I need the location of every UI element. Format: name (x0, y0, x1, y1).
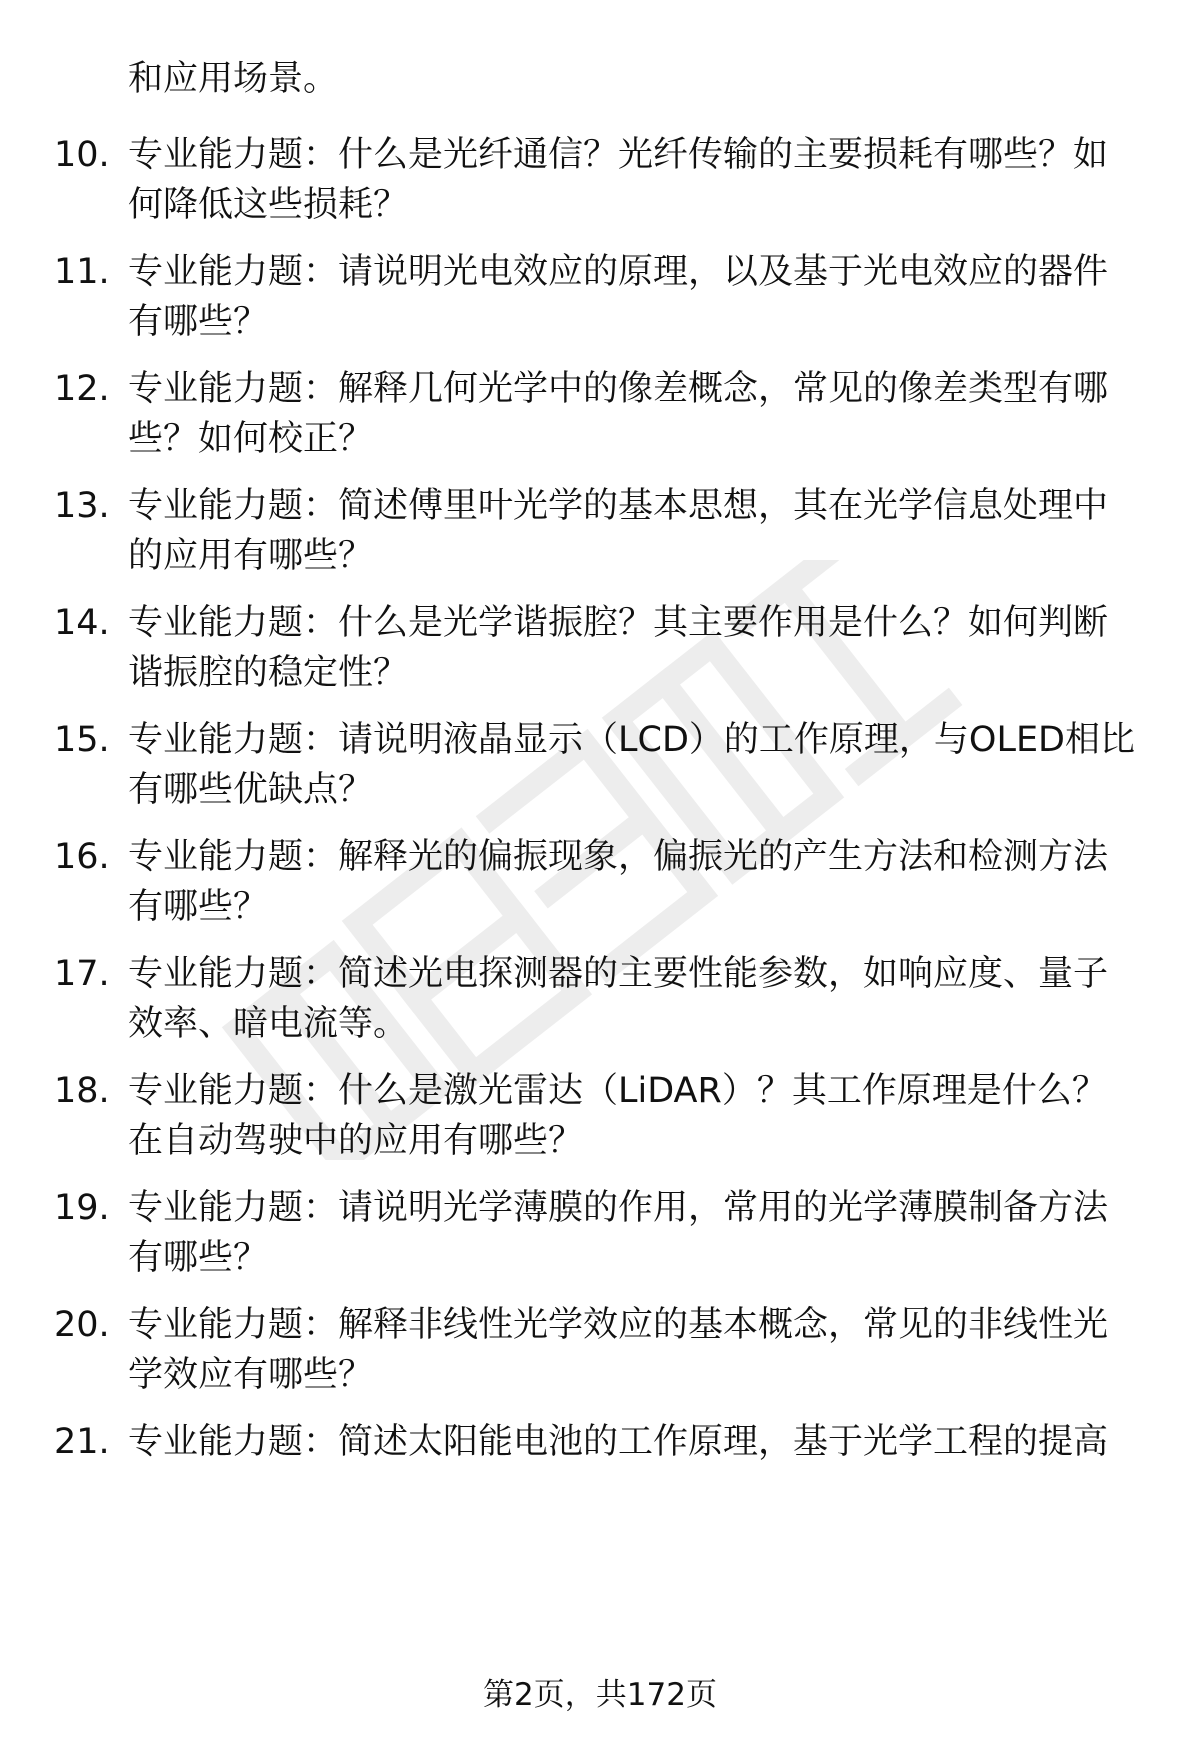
item-number: 18. (54, 1071, 110, 1111)
item-question-text (128, 247, 1148, 347)
item-text-line: 专业能力题：解释光的偏振现象，偏振光的产生方法和检测方法 (128, 837, 1109, 877)
item-text-line: 专业能力题：什么是光纤通信？光纤传输的主要损耗有哪些？如 (128, 135, 1109, 175)
item-number: 19. (54, 1188, 110, 1228)
item-text-line: 专业能力题：什么是激光雷达（LiDAR）？其工作原理是什么？ (128, 1071, 1107, 1111)
item-question-text (128, 481, 1148, 581)
item-number: 10. (54, 135, 110, 175)
item-number: 14. (54, 603, 110, 643)
item-text-line: 在自动驾驶中的应用有哪些？ (128, 1121, 584, 1161)
item-text-line: 专业能力题：简述光电探测器的主要性能参数，如响应度、量子 (128, 954, 1109, 994)
item-number: 12. (54, 369, 110, 409)
item-question-text (128, 715, 1148, 815)
item-number: 16. (54, 837, 110, 877)
item-question-text (128, 1417, 1148, 1467)
item-question-text (128, 832, 1148, 932)
item-text-line: 谐振腔的稳定性？ (128, 653, 409, 693)
item-text-line: 有哪些优缺点？ (128, 770, 374, 810)
item-text-line: 的应用有哪些？ (128, 536, 374, 576)
item-question-text (128, 130, 1148, 230)
item-number: 13. (54, 486, 110, 526)
item-number: 15. (54, 720, 110, 760)
item-text-line: 学效应有哪些？ (128, 1355, 374, 1395)
item-question-text (128, 949, 1148, 1049)
item-number: 17. (54, 954, 110, 994)
item-text-line: 有哪些？ (128, 887, 269, 927)
item-text-line: 何降低这些损耗？ (128, 185, 409, 225)
item-text-line: 专业能力题：请说明光电效应的原理，以及基于光电效应的器件 (128, 252, 1109, 292)
item-question-text (128, 598, 1148, 698)
continued-text: 和应用场景。 (128, 59, 339, 99)
page-footer: 第2页，共172页 (483, 1677, 717, 1713)
item-text-line: 专业能力题：请说明液晶显示（LCD）的工作原理，与OLED相比 (128, 720, 1136, 760)
item-text-line: 专业能力题：解释非线性光学效应的基本概念，常见的非线性光 (128, 1305, 1109, 1345)
item-text-line: 些？如何校正？ (128, 419, 374, 459)
item-question-text (128, 1066, 1148, 1166)
item-number: 11. (54, 252, 110, 292)
item-text-line: 专业能力题：什么是光学谐振腔？其主要作用是什么？如何判断 (128, 603, 1109, 643)
item-number: 21. (54, 1422, 110, 1462)
item-question-text (128, 364, 1148, 464)
item-number: 20. (54, 1305, 110, 1345)
item-text-line: 专业能力题：简述太阳能电池的工作原理，基于光学工程的提高 (128, 1422, 1109, 1462)
item-text-line: 专业能力题：解释几何光学中的像差概念，常见的像差类型有哪 (128, 369, 1109, 409)
item-question-text (128, 1300, 1148, 1400)
item-text-line: 专业能力题：请说明光学薄膜的作用，常用的光学薄膜制备方法 (128, 1188, 1109, 1228)
item-text-line: 有哪些？ (128, 302, 269, 342)
item-text-line: 专业能力题：简述傅里叶光学的基本思想，其在光学信息处理中 (128, 486, 1109, 526)
item-text-line: 有哪些？ (128, 1238, 269, 1278)
item-question-text (128, 1183, 1148, 1283)
item-text-line: 效率、暗电流等。 (128, 1004, 409, 1044)
